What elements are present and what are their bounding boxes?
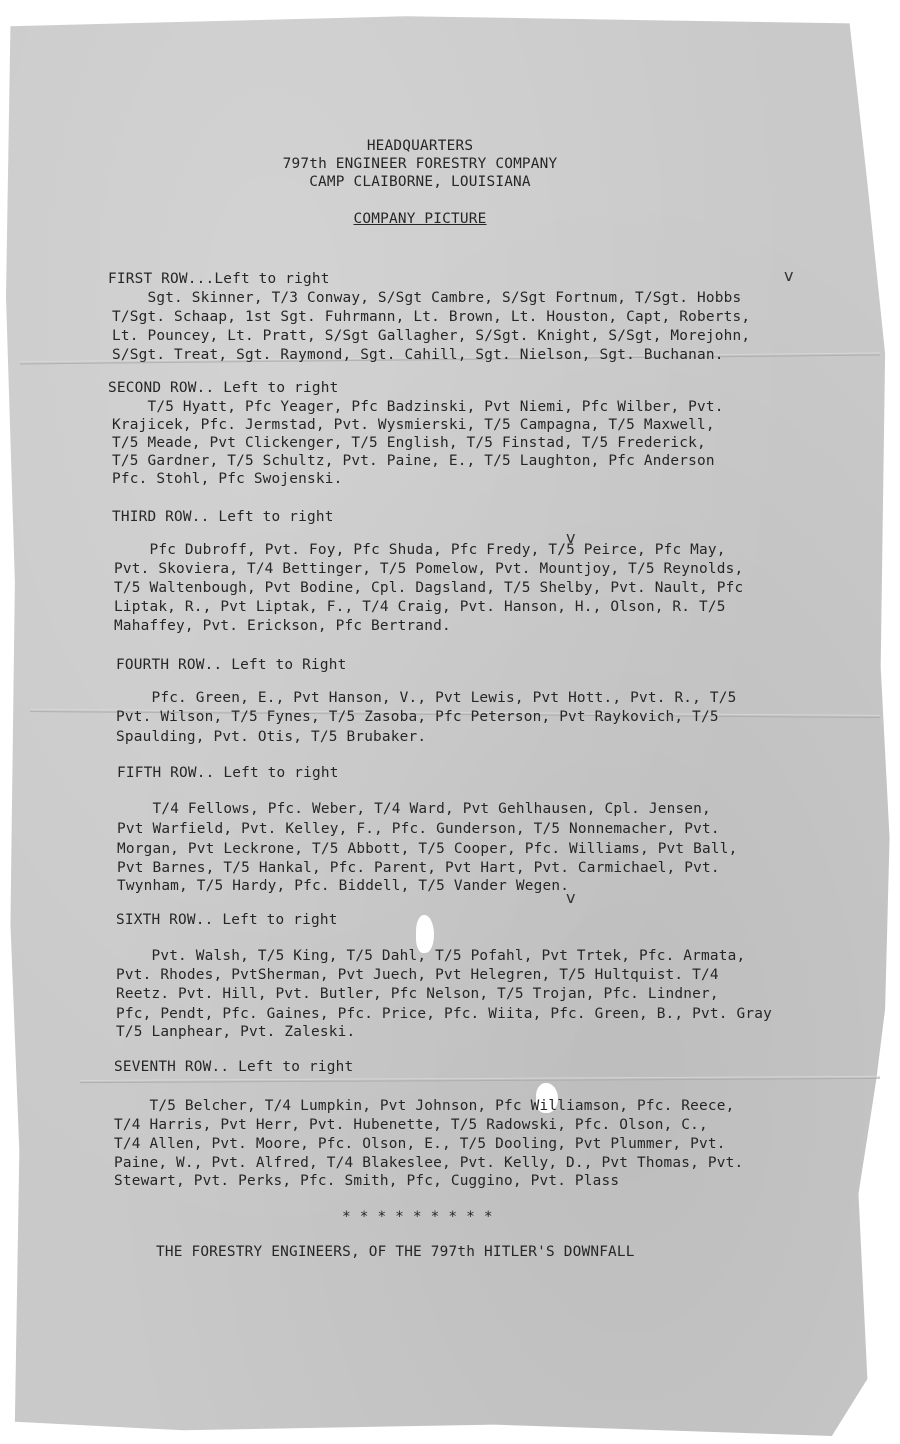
row-names-line: Pvt. Rhodes, PvtSherman, Pvt Juech, Pvt Helegren, T/5 Hultquist. T/4 xyxy=(116,967,719,983)
row-names-line: Pfc, Pendt, Pfc. Gaines, Pfc. Price, Pfc. Wiita, Pfc. Green, B., Pvt. Gray xyxy=(116,1006,772,1022)
star-divider: * * * * * * * * * xyxy=(342,1209,493,1225)
check-mark-icon: v xyxy=(784,266,794,285)
row-names-line: Pvt Warfield, Pvt. Kelley, F., Pfc. Gunderson, T/5 Nonnemacher, Pvt. xyxy=(117,821,720,837)
row-names-line: Pvt. Walsh, T/5 King, T/5 Dahl, T/5 Pofahl, Pvt Trtek, Pfc. Armata, xyxy=(116,948,746,964)
row-names-line: T/Sgt. Schaap, 1st Sgt. Fuhrmann, Lt. Brown, Lt. Houston, Capt, Roberts, xyxy=(112,309,751,325)
row-names-line: Lt. Pouncey, Lt. Pratt, S/Sgt Gallagher, S/Sgt. Knight, S/Sgt, Morejohn, xyxy=(112,328,751,344)
header-line-3: CAMP CLAIBORNE, LOUISIANA xyxy=(309,174,531,190)
row-names-line: S/Sgt. Treat, Sgt. Raymond, Sgt. Cahill, Sgt. Nielson, Sgt. Buchanan. xyxy=(112,347,724,363)
row-names-line: Pvt. Wilson, T/5 Fynes, T/5 Zasoba, Pfc Peterson, Pvt Raykovich, T/5 xyxy=(116,709,719,725)
row-heading: SIXTH ROW.. Left to right xyxy=(116,912,338,928)
row-names-line: T/5 Lanphear, Pvt. Zaleski. xyxy=(116,1024,356,1040)
row-names-line: T/5 Waltenbough, Pvt Bodine, Cpl. Dagsland, T/5 Shelby, Pvt. Nault, Pfc xyxy=(114,580,744,596)
row-heading: SECOND ROW.. Left to right xyxy=(108,380,339,396)
row-heading: FOURTH ROW.. Left to Right xyxy=(116,657,347,673)
row-names-line: Spaulding, Pvt. Otis, T/5 Brubaker. xyxy=(116,729,427,745)
row-names-line: Pfc Dubroff, Pvt. Foy, Pfc Shuda, Pfc Fredy, T/5 Peirce, Pfc May, xyxy=(114,542,726,558)
closing-line: THE FORESTRY ENGINEERS, OF THE 797th HITLER'S DOWNFALL xyxy=(156,1244,635,1260)
check-mark-icon: v xyxy=(566,888,576,907)
row-names-line: Paine, W., Pvt. Alfred, T/4 Blakeslee, Pvt. Kelly, D., Pvt Thomas, Pvt. xyxy=(114,1155,744,1171)
row-names-line: Sgt. Skinner, T/3 Conway, S/Sgt Cambre, S/Sgt Fortnum, T/Sgt. Hobbs xyxy=(112,290,742,306)
row-names-line: Liptak, R., Pvt Liptak, F., T/4 Craig, Pvt. Hanson, H., Olson, R. T/5 xyxy=(114,599,726,615)
row-names-line: Pfc. Stohl, Pfc Swojenski. xyxy=(112,471,343,487)
row-heading: THIRD ROW.. Left to right xyxy=(112,509,334,525)
row-heading: FIFTH ROW.. Left to right xyxy=(117,765,339,781)
row-names-line: T/4 Harris, Pvt Herr, Pvt. Hubenette, T/5 Radowski, Pfc. Olson, C., xyxy=(114,1117,708,1133)
row-names-line: T/4 Fellows, Pfc. Weber, T/4 Ward, Pvt Gehlhausen, Cpl. Jensen, xyxy=(117,801,711,817)
header-line-2: 797th ENGINEER FORESTRY COMPANY xyxy=(282,156,558,172)
row-names-line: Twynham, T/5 Hardy, Pfc. Biddell, T/5 Vander Wegen. xyxy=(117,878,570,894)
row-names-line: T/5 Belcher, T/4 Lumpkin, Pvt Johnson, Pfc Williamson, Pfc. Reece, xyxy=(114,1098,735,1114)
row-names-line: T/5 Hyatt, Pfc Yeager, Pfc Badzinski, Pvt Niemi, Pfc Wilber, Pvt. xyxy=(112,399,724,415)
row-names-line: Morgan, Pvt Leckrone, T/5 Abbott, T/5 Cooper, Pfc. Williams, Pvt Ball, xyxy=(117,841,738,857)
row-names-line: Pfc. Green, E., Pvt Hanson, V., Pvt Lewis, Pvt Hott., Pvt. R., T/5 xyxy=(116,690,737,706)
row-heading: SEVENTH ROW.. Left to right xyxy=(114,1059,354,1075)
row-names-line: Pvt. Skoviera, T/4 Bettinger, T/5 Pomelow, Pvt. Mountjoy, T/5 Reynolds, xyxy=(114,561,744,577)
row-names-line: Stewart, Pvt. Perks, Pfc. Smith, Pfc, Cuggino, Pvt. Plass xyxy=(114,1173,620,1189)
row-names-line: Mahaffey, Pvt. Erickson, Pfc Bertrand. xyxy=(114,618,451,634)
row-names-line: T/5 Gardner, T/5 Schultz, Pvt. Paine, E., T/5 Laughton, Pfc Anderson xyxy=(112,453,715,469)
check-mark-icon: v xyxy=(566,528,576,547)
header-line-1: HEADQUARTERS xyxy=(366,138,474,154)
row-names-line: T/5 Meade, Pvt Clickenger, T/5 English, T/5 Finstad, T/5 Frederick, xyxy=(112,435,706,451)
document-title: COMPANY PICTURE xyxy=(353,211,487,227)
row-names-line: T/4 Allen, Pvt. Moore, Pfc. Olson, E., T/5 Dooling, Pvt Plummer, Pvt. xyxy=(114,1136,726,1152)
row-heading: FIRST ROW...Left to right xyxy=(108,271,330,287)
row-names-line: Reetz. Pvt. Hill, Pvt. Butler, Pfc Nelson, T/5 Trojan, Pfc. Lindner, xyxy=(116,986,719,1002)
row-names-line: Krajicek, Pfc. Jermstad, Pvt. Wysmierski, T/5 Campagna, T/5 Maxwell, xyxy=(112,417,715,433)
row-names-line: Pvt Barnes, T/5 Hankal, Pfc. Parent, Pvt Hart, Pvt. Carmichael, Pvt. xyxy=(117,860,720,876)
